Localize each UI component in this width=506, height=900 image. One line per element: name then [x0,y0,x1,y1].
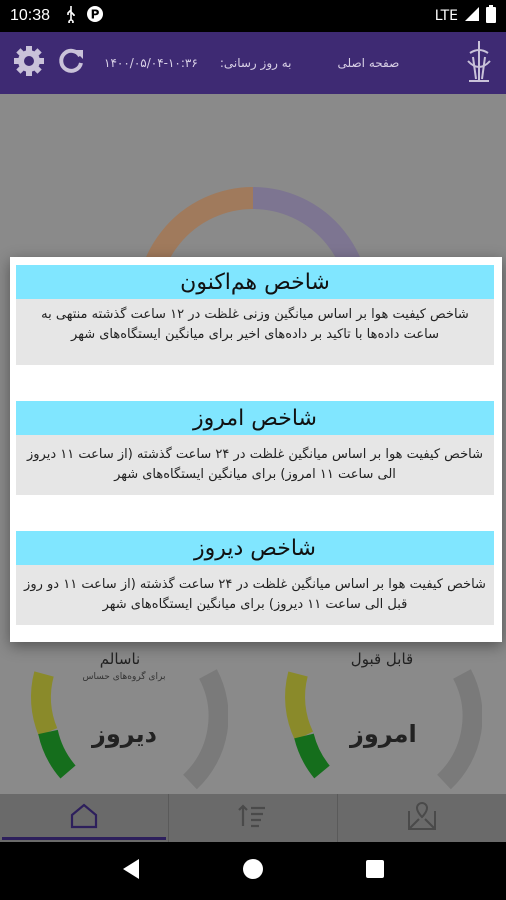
app-logo-icon [464,39,494,87]
status-bar [0,0,506,32]
card-body: شاخص کیفیت هوا بر اساس میانگین غلظت در ۲۴ ساعت گذشته (از ساعت ۱۱ دو روز قبل الی ساعت ۱۱ دیروز) برای میانگین ایستگاه‌های شهر [16,565,494,625]
yesterday-label: دیروز [92,720,157,748]
card-body: شاخص کیفیت هوا بر اساس میانگین غلظت در ۲۴ ساعت گذشته (از ساعت ۱۱ دیروز الی ساعت ۱۱ امروز) برای میانگین ایستگاه‌های شهر [16,435,494,495]
today-status: قابل قبول [350,650,414,668]
card-body: شاخص کیفیت هوا بر اساس میانگین وزنی غلظت در ۱۲ ساعت گذشته منتهی به ساعت داده‌ها با تاکید بر داده‌های اخیر برای میانگین ایستگاه‌های شهر [16,299,494,365]
page-title: صفحه اصلی [337,56,400,70]
today-label: امروز [350,720,417,748]
tab-sort[interactable] [168,794,337,842]
system-nav-bar [0,842,506,900]
app-bar [0,32,506,94]
update-time: ۱۴۰۰/۰۵/۰۴-۱۰:۳۶ [104,56,198,70]
tab-map[interactable] [337,794,506,842]
tab-home[interactable] [0,794,168,842]
settings-icon [12,44,46,82]
refresh-icon [56,46,86,80]
card-title: شاخص دیروز [16,531,494,565]
refresh-button[interactable] [52,44,90,82]
today-index-card [16,401,494,495]
home-circle-icon[interactable] [242,858,264,884]
sort-icon [237,802,269,834]
back-icon[interactable] [121,858,141,884]
bottom-nav [0,794,506,842]
clock: 10:38 [10,7,51,24]
yesterday-gauge [28,614,228,814]
settings-button[interactable] [10,44,48,82]
battery-icon [486,5,496,27]
map-pin-icon [406,801,438,835]
card-title: شاخص هم‌اکنون [16,265,494,299]
yesterday-index-card [16,531,494,625]
signal-icon [464,6,480,26]
yesterday-status: ناسالم [99,650,141,668]
current-index-card [16,265,494,365]
network-type: LTE [434,8,458,24]
info-dialog[interactable] [10,257,502,642]
home-icon [69,803,99,833]
p-badge-icon [86,5,104,27]
update-label: به روز رسانی: [219,56,292,70]
yesterday-subtitle: برای گروه‌های حساس [82,672,166,682]
usb-icon [64,5,78,27]
today-gauge [282,614,482,814]
svg-text:P: P [90,7,100,22]
card-title: شاخص امروز [16,401,494,435]
recents-icon[interactable] [365,859,385,883]
